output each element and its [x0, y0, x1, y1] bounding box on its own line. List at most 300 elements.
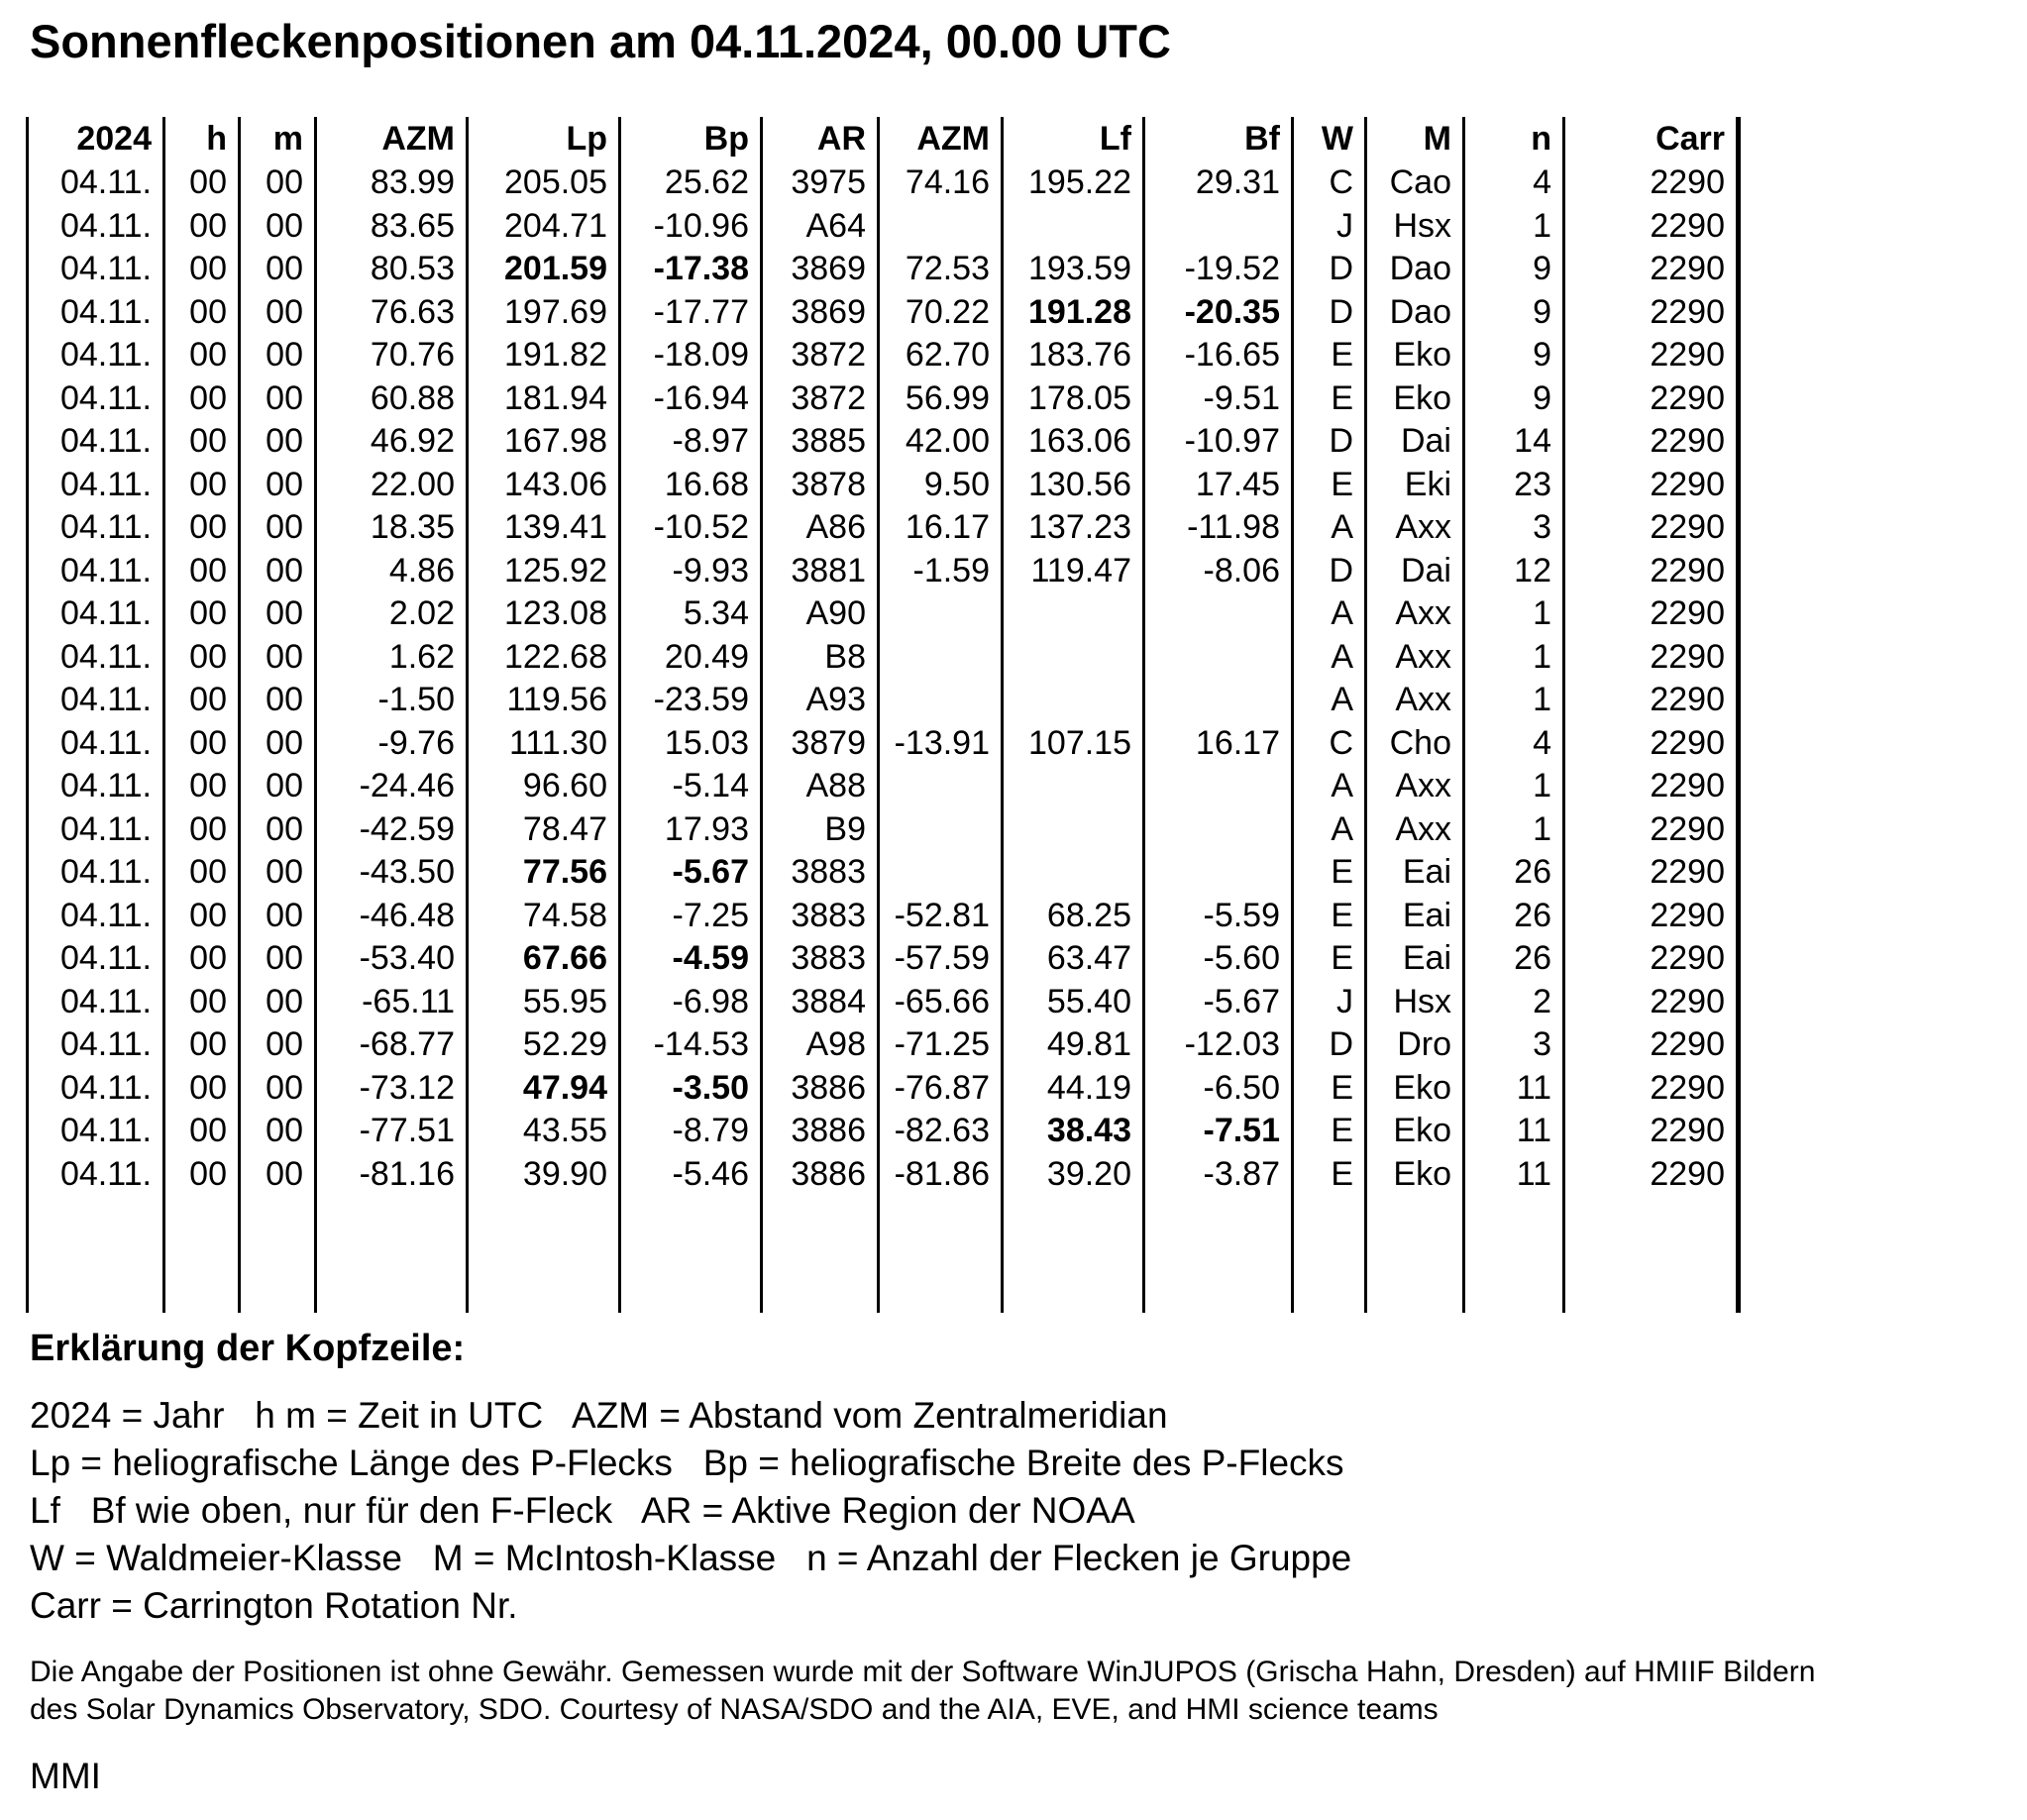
- table-cell: -73.12: [316, 1067, 468, 1111]
- table-cell: -8.97: [620, 420, 762, 464]
- table-cell: 00: [240, 291, 316, 335]
- table-cell: 74.58: [468, 895, 620, 938]
- column-header-h-1: h: [164, 117, 240, 161]
- table-cell: 2290: [1564, 592, 1739, 636]
- table-row: [28, 808, 1739, 852]
- table-cell: A: [1293, 592, 1366, 636]
- table-cell: A64: [762, 205, 879, 249]
- table-cell: 00: [240, 765, 316, 808]
- table-cell: -81.86: [879, 1153, 1003, 1197]
- disclaimer-line: des Solar Dynamics Observatory, SDO. Courtesy of NASA/SDO and the AIA, EVE, and HMI science teams: [30, 1693, 1439, 1726]
- table-cell: 1: [1464, 636, 1564, 680]
- table-cell-empty: [240, 1196, 316, 1313]
- table-cell: -81.16: [316, 1153, 468, 1197]
- table-cell: -9.76: [316, 722, 468, 766]
- table-cell: 4: [1464, 722, 1564, 766]
- table-cell: Hsx: [1366, 981, 1464, 1024]
- table-cell: 80.53: [316, 248, 468, 291]
- table-cell: Hsx: [1366, 205, 1464, 249]
- table-cell: 00: [240, 464, 316, 507]
- table-cell: Eko: [1366, 1067, 1464, 1111]
- table-cell: 04.11.: [28, 1023, 164, 1067]
- table-cell: 00: [164, 592, 240, 636]
- table-row: [28, 1110, 1739, 1153]
- table-cell: Axx: [1366, 506, 1464, 550]
- table-cell: 9: [1464, 248, 1564, 291]
- table-cell: 00: [240, 377, 316, 421]
- table-row: [28, 851, 1739, 895]
- table-cell: 1: [1464, 808, 1564, 852]
- table-cell: 3872: [762, 334, 879, 377]
- table-cell: 00: [164, 506, 240, 550]
- table-cell: 00: [164, 464, 240, 507]
- table-cell: 55.95: [468, 981, 620, 1024]
- table-cell: A93: [762, 679, 879, 722]
- table-cell: [1003, 808, 1144, 852]
- table-cell: 107.15: [1003, 722, 1144, 766]
- table-cell: -12.03: [1144, 1023, 1293, 1067]
- table-row: [28, 291, 1739, 335]
- table-cell: 72.53: [879, 248, 1003, 291]
- table-cell: 68.25: [1003, 895, 1144, 938]
- table-row: [28, 1153, 1739, 1197]
- table-cell: 00: [240, 248, 316, 291]
- table-cell: 130.56: [1003, 464, 1144, 507]
- table-cell: -6.98: [620, 981, 762, 1024]
- column-header-w-10: W: [1293, 117, 1366, 161]
- table-row: [28, 895, 1739, 938]
- table-cell: 11: [1464, 1067, 1564, 1111]
- table-cell: -65.66: [879, 981, 1003, 1024]
- table-row: [28, 377, 1739, 421]
- table-cell: Axx: [1366, 592, 1464, 636]
- table-cell: Axx: [1366, 808, 1464, 852]
- table-cell: [1144, 679, 1293, 722]
- table-cell: -9.51: [1144, 377, 1293, 421]
- table-cell: 2290: [1564, 205, 1739, 249]
- table-cell: 00: [164, 550, 240, 593]
- table-cell: 26: [1464, 937, 1564, 981]
- table-cell: 04.11.: [28, 679, 164, 722]
- table-cell: 00: [164, 377, 240, 421]
- table-cell-empty: [762, 1196, 879, 1313]
- table-cell: 46.92: [316, 420, 468, 464]
- table-cell: 00: [164, 937, 240, 981]
- table-cell: 205.05: [468, 161, 620, 205]
- table-cell: 3886: [762, 1067, 879, 1111]
- table-cell: 2290: [1564, 937, 1739, 981]
- table-cell: 04.11.: [28, 291, 164, 335]
- legend-lines: [30, 1392, 2027, 1630]
- table-cell: 04.11.: [28, 1067, 164, 1111]
- table-cell: -19.52: [1144, 248, 1293, 291]
- table-cell: 122.68: [468, 636, 620, 680]
- table-cell: 42.00: [879, 420, 1003, 464]
- table-cell: 00: [164, 420, 240, 464]
- table-cell: 2290: [1564, 808, 1739, 852]
- table-cell: -8.06: [1144, 550, 1293, 593]
- table-cell: 04.11.: [28, 420, 164, 464]
- table-cell: 00: [240, 808, 316, 852]
- table-cell: -6.50: [1144, 1067, 1293, 1111]
- table-cell: [879, 636, 1003, 680]
- table-cell: 00: [164, 679, 240, 722]
- table-cell: 2290: [1564, 464, 1739, 507]
- table-cell: 00: [240, 1110, 316, 1153]
- table-cell: 125.92: [468, 550, 620, 593]
- table-cell: A: [1293, 506, 1366, 550]
- table-cell: 1: [1464, 679, 1564, 722]
- table-cell: -5.60: [1144, 937, 1293, 981]
- table-cell: [1003, 205, 1144, 249]
- table-cell: 00: [240, 1067, 316, 1111]
- table-cell: 9: [1464, 334, 1564, 377]
- column-header-m-2: m: [240, 117, 316, 161]
- table-cell: -77.51: [316, 1110, 468, 1153]
- table-cell: A: [1293, 765, 1366, 808]
- table-cell: -8.79: [620, 1110, 762, 1153]
- table-cell: 00: [164, 248, 240, 291]
- table-cell: 2290: [1564, 334, 1739, 377]
- table-cell: 83.65: [316, 205, 468, 249]
- table-cell: E: [1293, 334, 1366, 377]
- legend-line: Lp = heliografische Länge des P-Flecks Bp = heliografische Breite des P-Flecks: [30, 1443, 1344, 1483]
- table-cell: 2290: [1564, 1110, 1739, 1153]
- table-cell: 3883: [762, 851, 879, 895]
- table-cell: 5.34: [620, 592, 762, 636]
- table-row: [28, 981, 1739, 1024]
- column-header-lf-8: Lf: [1003, 117, 1144, 161]
- table-cell: 143.06: [468, 464, 620, 507]
- table-cell: 00: [240, 420, 316, 464]
- table-cell: [1144, 765, 1293, 808]
- sunspot-position-table: [26, 117, 1741, 1313]
- table-cell: 2290: [1564, 722, 1739, 766]
- table-cell: Dai: [1366, 550, 1464, 593]
- column-header-lp-4: Lp: [468, 117, 620, 161]
- table-cell: 00: [240, 851, 316, 895]
- table-cell: 2290: [1564, 1153, 1739, 1197]
- table-cell: 2290: [1564, 161, 1739, 205]
- table-cell: 70.76: [316, 334, 468, 377]
- table-cell: 9: [1464, 377, 1564, 421]
- table-cell: Eai: [1366, 937, 1464, 981]
- table-row: [28, 420, 1739, 464]
- table-cell: [1003, 592, 1144, 636]
- table-cell: 04.11.: [28, 248, 164, 291]
- table-cell: 111.30: [468, 722, 620, 766]
- table-cell: 1: [1464, 205, 1564, 249]
- table-cell: -10.97: [1144, 420, 1293, 464]
- table-cell: A: [1293, 679, 1366, 722]
- table-cell: 137.23: [1003, 506, 1144, 550]
- table-cell: 04.11.: [28, 722, 164, 766]
- table-cell: A98: [762, 1023, 879, 1067]
- table-cell: -18.09: [620, 334, 762, 377]
- table-cell: 3883: [762, 895, 879, 938]
- table-row: [28, 248, 1739, 291]
- table-cell: 3886: [762, 1110, 879, 1153]
- table-cell: [879, 765, 1003, 808]
- table-cell: -71.25: [879, 1023, 1003, 1067]
- table-cell: 00: [164, 895, 240, 938]
- table-cell: -24.46: [316, 765, 468, 808]
- table-cell: Eko: [1366, 334, 1464, 377]
- table-row: [28, 506, 1739, 550]
- table-cell: 04.11.: [28, 765, 164, 808]
- table-cell: -5.59: [1144, 895, 1293, 938]
- table-cell: 2290: [1564, 981, 1739, 1024]
- table-cell: -1.59: [879, 550, 1003, 593]
- table-cell: 00: [164, 1023, 240, 1067]
- table-cell: 191.28: [1003, 291, 1144, 335]
- table-row: [28, 161, 1739, 205]
- table-cell: 2.02: [316, 592, 468, 636]
- table-cell: 47.94: [468, 1067, 620, 1111]
- signature: MMI: [30, 1756, 101, 1796]
- table-cell: E: [1293, 1067, 1366, 1111]
- table-cell: 183.76: [1003, 334, 1144, 377]
- table-cell: -13.91: [879, 722, 1003, 766]
- table-filler-row: [28, 1196, 1739, 1313]
- table-cell: 18.35: [316, 506, 468, 550]
- table-cell: 04.11.: [28, 464, 164, 507]
- table-cell: -4.59: [620, 937, 762, 981]
- table-cell: 04.11.: [28, 506, 164, 550]
- table-cell: 11: [1464, 1110, 1564, 1153]
- table-cell: D: [1293, 420, 1366, 464]
- table-cell: -76.87: [879, 1067, 1003, 1111]
- table-cell: E: [1293, 1110, 1366, 1153]
- table-cell: 74.16: [879, 161, 1003, 205]
- table-cell: 20.49: [620, 636, 762, 680]
- table-cell: 3869: [762, 291, 879, 335]
- table-cell: 17.93: [620, 808, 762, 852]
- column-header-carr-13: Carr: [1564, 117, 1739, 161]
- table-row: [28, 765, 1739, 808]
- table-cell: -20.35: [1144, 291, 1293, 335]
- table-cell-empty: [28, 1196, 164, 1313]
- table-cell: 3869: [762, 248, 879, 291]
- table-cell: [1003, 765, 1144, 808]
- table-cell: 77.56: [468, 851, 620, 895]
- legend-line: W = Waldmeier-Klasse M = McIntosh-Klasse n = Anzahl der Flecken je Gruppe: [30, 1538, 1352, 1578]
- table-cell: Dao: [1366, 291, 1464, 335]
- table-cell: 1.62: [316, 636, 468, 680]
- legend-line: Lf Bf wie oben, nur für den F-Fleck AR = Aktive Region der NOAA: [30, 1490, 1135, 1531]
- table-cell: 62.70: [879, 334, 1003, 377]
- table-cell: -7.25: [620, 895, 762, 938]
- column-header-bp-5: Bp: [620, 117, 762, 161]
- table-cell: [1144, 851, 1293, 895]
- table-cell: 3: [1464, 506, 1564, 550]
- table-cell: 04.11.: [28, 808, 164, 852]
- table-cell: A88: [762, 765, 879, 808]
- table-cell: 04.11.: [28, 636, 164, 680]
- table-cell: 9: [1464, 291, 1564, 335]
- table-row: [28, 550, 1739, 593]
- disclaimer-line: Die Angabe der Positionen ist ohne Gewähr. Gemessen wurde mit der Software WinJUPOS (Grischa Hahn, Dresden) auf HMIIF Bildern: [30, 1656, 1816, 1688]
- table-cell: 55.40: [1003, 981, 1144, 1024]
- table-cell: -53.40: [316, 937, 468, 981]
- table-cell: 2290: [1564, 1023, 1739, 1067]
- table-cell: 70.22: [879, 291, 1003, 335]
- table-cell: -23.59: [620, 679, 762, 722]
- table-cell: A90: [762, 592, 879, 636]
- column-header-azm-7: AZM: [879, 117, 1003, 161]
- table-cell: 16.17: [879, 506, 1003, 550]
- table-cell: 1: [1464, 592, 1564, 636]
- page-title: Sonnenfleckenpositionen am 04.11.2024, 00.00 UTC: [30, 15, 1171, 67]
- table-cell: Eko: [1366, 1110, 1464, 1153]
- table-cell: 04.11.: [28, 937, 164, 981]
- table-cell: 04.11.: [28, 205, 164, 249]
- table-cell: Axx: [1366, 679, 1464, 722]
- column-header-2024-0: 2024: [28, 117, 164, 161]
- table-cell: 2290: [1564, 765, 1739, 808]
- table-cell: [879, 808, 1003, 852]
- table-cell: Eki: [1366, 464, 1464, 507]
- table-cell: [879, 679, 1003, 722]
- table-cell-empty: [1144, 1196, 1293, 1313]
- table-cell: 2290: [1564, 851, 1739, 895]
- column-header-azm-3: AZM: [316, 117, 468, 161]
- table-cell: 76.63: [316, 291, 468, 335]
- table-cell: -17.77: [620, 291, 762, 335]
- table-cell: -3.87: [1144, 1153, 1293, 1197]
- table-cell: 00: [240, 895, 316, 938]
- table-cell: 63.47: [1003, 937, 1144, 981]
- table-cell: 00: [240, 334, 316, 377]
- table-cell: 119.56: [468, 679, 620, 722]
- table-cell: 2290: [1564, 636, 1739, 680]
- table-cell: -52.81: [879, 895, 1003, 938]
- table-cell: 00: [164, 161, 240, 205]
- table-cell: -17.38: [620, 248, 762, 291]
- table-cell-empty: [1464, 1196, 1564, 1313]
- table-cell: 39.90: [468, 1153, 620, 1197]
- table-cell: 00: [240, 161, 316, 205]
- table-cell: 04.11.: [28, 377, 164, 421]
- table-cell: -1.50: [316, 679, 468, 722]
- table-cell: A: [1293, 636, 1366, 680]
- table-cell: B9: [762, 808, 879, 852]
- column-header-m-11: M: [1366, 117, 1464, 161]
- table-cell: 2290: [1564, 377, 1739, 421]
- table-cell: 3886: [762, 1153, 879, 1197]
- table-cell: -5.46: [620, 1153, 762, 1197]
- table-cell: 3975: [762, 161, 879, 205]
- table-cell: 197.69: [468, 291, 620, 335]
- table-cell: 2290: [1564, 550, 1739, 593]
- table-cell: 11: [1464, 1153, 1564, 1197]
- table-cell: B8: [762, 636, 879, 680]
- table-cell: E: [1293, 377, 1366, 421]
- table-cell: 00: [164, 722, 240, 766]
- table-cell: 178.05: [1003, 377, 1144, 421]
- table-cell: 119.47: [1003, 550, 1144, 593]
- table-cell: -57.59: [879, 937, 1003, 981]
- table-cell: 00: [240, 550, 316, 593]
- table-cell: 25.62: [620, 161, 762, 205]
- table-cell: 00: [164, 765, 240, 808]
- table-cell: 00: [164, 1110, 240, 1153]
- table-cell: -42.59: [316, 808, 468, 852]
- table-cell: -10.52: [620, 506, 762, 550]
- table-cell: 26: [1464, 851, 1564, 895]
- table-cell: 00: [164, 851, 240, 895]
- table-cell: Eai: [1366, 895, 1464, 938]
- table-cell: 2290: [1564, 248, 1739, 291]
- table-cell: 16.68: [620, 464, 762, 507]
- table-cell: 2290: [1564, 506, 1739, 550]
- table-cell: 00: [164, 981, 240, 1024]
- table-cell: 139.41: [468, 506, 620, 550]
- table-cell: 00: [240, 937, 316, 981]
- table-cell: 9.50: [879, 464, 1003, 507]
- table-cell: -10.96: [620, 205, 762, 249]
- table-row: [28, 636, 1739, 680]
- table-cell-empty: [879, 1196, 1003, 1313]
- table-cell-empty: [1003, 1196, 1144, 1313]
- table-cell: 67.66: [468, 937, 620, 981]
- table-cell: Axx: [1366, 636, 1464, 680]
- table-row: [28, 937, 1739, 981]
- table-cell: 3883: [762, 937, 879, 981]
- table-cell: 167.98: [468, 420, 620, 464]
- table-cell: 23: [1464, 464, 1564, 507]
- table-cell: 163.06: [1003, 420, 1144, 464]
- table-cell: -65.11: [316, 981, 468, 1024]
- table-cell: E: [1293, 851, 1366, 895]
- table-cell: 04.11.: [28, 1110, 164, 1153]
- table-cell: D: [1293, 248, 1366, 291]
- table-cell: Axx: [1366, 765, 1464, 808]
- table-cell: 2290: [1564, 291, 1739, 335]
- table-cell: [1144, 636, 1293, 680]
- table-cell: 43.55: [468, 1110, 620, 1153]
- table-cell: -7.51: [1144, 1110, 1293, 1153]
- table-cell: 00: [240, 592, 316, 636]
- table-cell: 2290: [1564, 1067, 1739, 1111]
- table-cell: D: [1293, 550, 1366, 593]
- table-cell: 38.43: [1003, 1110, 1144, 1153]
- table-cell: 00: [164, 1153, 240, 1197]
- table-cell: 00: [240, 506, 316, 550]
- table-cell: 00: [240, 636, 316, 680]
- table-cell: 4.86: [316, 550, 468, 593]
- table-cell: 2290: [1564, 420, 1739, 464]
- table-cell: 49.81: [1003, 1023, 1144, 1067]
- table-cell: 15.03: [620, 722, 762, 766]
- table-cell: 00: [164, 291, 240, 335]
- table-cell: 201.59: [468, 248, 620, 291]
- table-cell: [1144, 205, 1293, 249]
- table-cell: [1144, 808, 1293, 852]
- table-cell: [1003, 636, 1144, 680]
- table-cell: D: [1293, 291, 1366, 335]
- table-body: [28, 161, 1739, 1313]
- table-cell: Eko: [1366, 377, 1464, 421]
- table-cell: 181.94: [468, 377, 620, 421]
- table-cell: J: [1293, 205, 1366, 249]
- table-cell: A86: [762, 506, 879, 550]
- table-cell: 00: [240, 1153, 316, 1197]
- table-cell: [879, 592, 1003, 636]
- table-cell: 04.11.: [28, 851, 164, 895]
- table-cell: [1003, 679, 1144, 722]
- table-cell: 204.71: [468, 205, 620, 249]
